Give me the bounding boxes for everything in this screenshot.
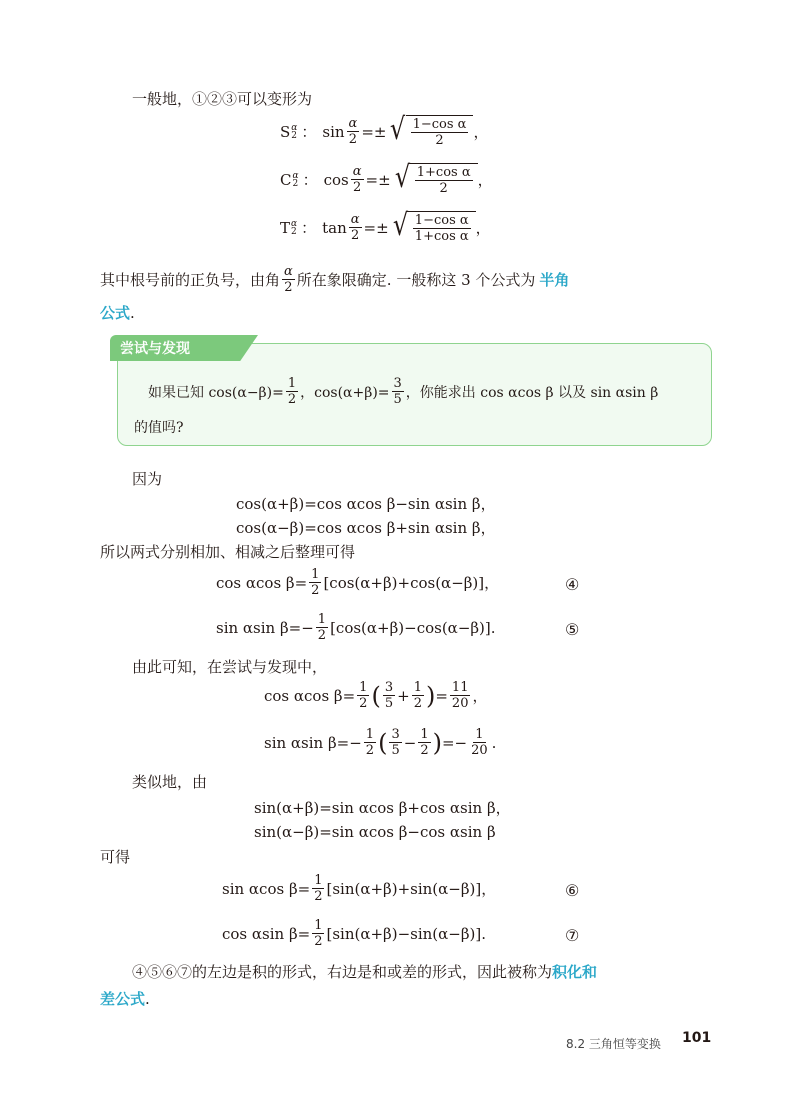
equals-sign: =± — [363, 218, 389, 237]
footer-section: 8.2 三角恒等变换 — [566, 1037, 661, 1051]
half-angle-tangent-formula: T α 2 ： tan $\frac{\alpha}{2}$ =± √ $\frac{\text{1−cos α}}{\text{1+cos α}}$ ， — [280, 208, 491, 244]
sign-explanation-line2: 公式. — [100, 304, 135, 322]
equation-number-7: ⑦ — [565, 926, 580, 945]
final-text: ④⑤⑥⑦的左边是积的形式，右边是和或差的形式，因此被称为积化和 — [132, 963, 598, 981]
term-product-to-sum: 积化和 — [552, 963, 598, 981]
final-text-line2: 差公式. — [100, 990, 150, 1008]
label-subscript: α 2 — [291, 218, 298, 237]
half-angle-cosine-formula: C α 2 ： cos $\frac{\alpha}{2}$ =± √ $\frac{\text{1+cos α}}{2}$ ， — [280, 160, 493, 196]
equals-sign: =± — [365, 170, 391, 189]
page-number: 101 — [682, 1030, 712, 1046]
formula-label: S — [280, 122, 291, 141]
formula-label: C — [280, 170, 292, 189]
function-name: cos — [323, 170, 349, 189]
equation-5: sin αsin β=− $\frac{1}{2}$ [cos(α+β)−cos(α−β)]. — [216, 612, 496, 643]
sign-explanation: 其中根号前的正负号，由角 $\frac{\alpha}{2}$ 所在象限确定. 一般称这 3 个公式为 半角 — [100, 264, 570, 295]
square-root: √ $\frac{\text{1+cos α}}{2}$ — [393, 163, 478, 196]
function-name: tan — [322, 218, 347, 237]
half-angle-sine-formula: S α 2 ： sin $\frac{\alpha}{2}$ =± √ $\frac{\text{1−cos α}}{2}$ ， — [280, 112, 489, 148]
equation-6: sin αcos β= $\frac{1}{2}$ [sin(α+β)+sin(α−β)]， — [222, 873, 497, 904]
fraction: $\frac{\alpha}{2}$ — [348, 116, 358, 147]
square-root: √ $\frac{\text{1−cos α}}{\text{1+cos α}}$ — [391, 211, 476, 244]
fraction: $\frac{\alpha}{2}$ — [352, 164, 362, 195]
formula-label: T — [280, 218, 291, 237]
explore-question: 如果已知 cos(α−β)= $\frac{1}{2}$ ，cos(α+β)= $\frac{3}{5}$ ，你能求出 cos αcos β 以及 sin αsin β — [148, 376, 659, 407]
term-half-angle-2: 公式 — [100, 304, 131, 322]
similar-text: 类似地，由 — [132, 773, 208, 791]
explore-question-line2: 的值吗? — [134, 420, 184, 436]
explore-tag-label: 尝试与发现 — [120, 341, 190, 357]
cos-sum-identity: cos(α+β)=cos αcos β−sin αsin β， — [236, 495, 496, 513]
equals-sign: =± — [361, 122, 387, 141]
explore-tag — [110, 335, 258, 361]
function-name: sin — [322, 122, 345, 141]
label-subscript: α 2 — [291, 122, 298, 141]
sin-sum-identity: sin(α+β)=sin αcos β+cos αsin β， — [254, 799, 511, 817]
equation-number-6: ⑥ — [565, 881, 580, 900]
equation-7: cos αsin β= $\frac{1}{2}$ [sin(α+β)−sin(α−β)]. — [222, 918, 486, 949]
square-root: √ $\frac{\text{1−cos α}}{2}$ — [388, 115, 473, 148]
obtain-text: 可得 — [100, 848, 131, 866]
fraction: $\frac{\alpha}{2}$ — [350, 212, 360, 243]
hence-text: 由此可知，在尝试与发现中， — [132, 658, 328, 676]
sin-diff-identity: sin(α−β)=sin αcos β−cos αsin β — [254, 823, 496, 841]
equation-4: cos αcos β= $\frac{1}{2}$ [cos(α+β)+cos(α−β)]， — [216, 567, 500, 598]
label-subscript: α 2 — [292, 170, 299, 189]
term-product-to-sum-2: 差公式 — [100, 990, 146, 1008]
calculation-1: cos αcos β= $\frac{1}{2}$ ( $\frac{3}{5}$ + $\frac{1}{2}$ ) = $\frac{11}{20}$ ， — [264, 680, 488, 711]
intro-text: 一般地，①②③可以变形为 — [132, 90, 313, 108]
equation-number-4: ④ — [565, 575, 580, 594]
term-half-angle: 半角 — [539, 271, 570, 289]
equation-number-5: ⑤ — [565, 620, 580, 639]
cos-diff-identity: cos(α−β)=cos αcos β+sin αsin β， — [236, 519, 496, 537]
calculation-2: sin αsin β=− $\frac{1}{2}$ ( $\frac{3}{5}$ − $\frac{1}{2}$ ) =− $\frac{1}{20}$ . — [264, 727, 497, 758]
so-text: 所以两式分别相加、相减之后整理可得 — [100, 543, 356, 561]
because-text: 因为 — [132, 470, 163, 488]
